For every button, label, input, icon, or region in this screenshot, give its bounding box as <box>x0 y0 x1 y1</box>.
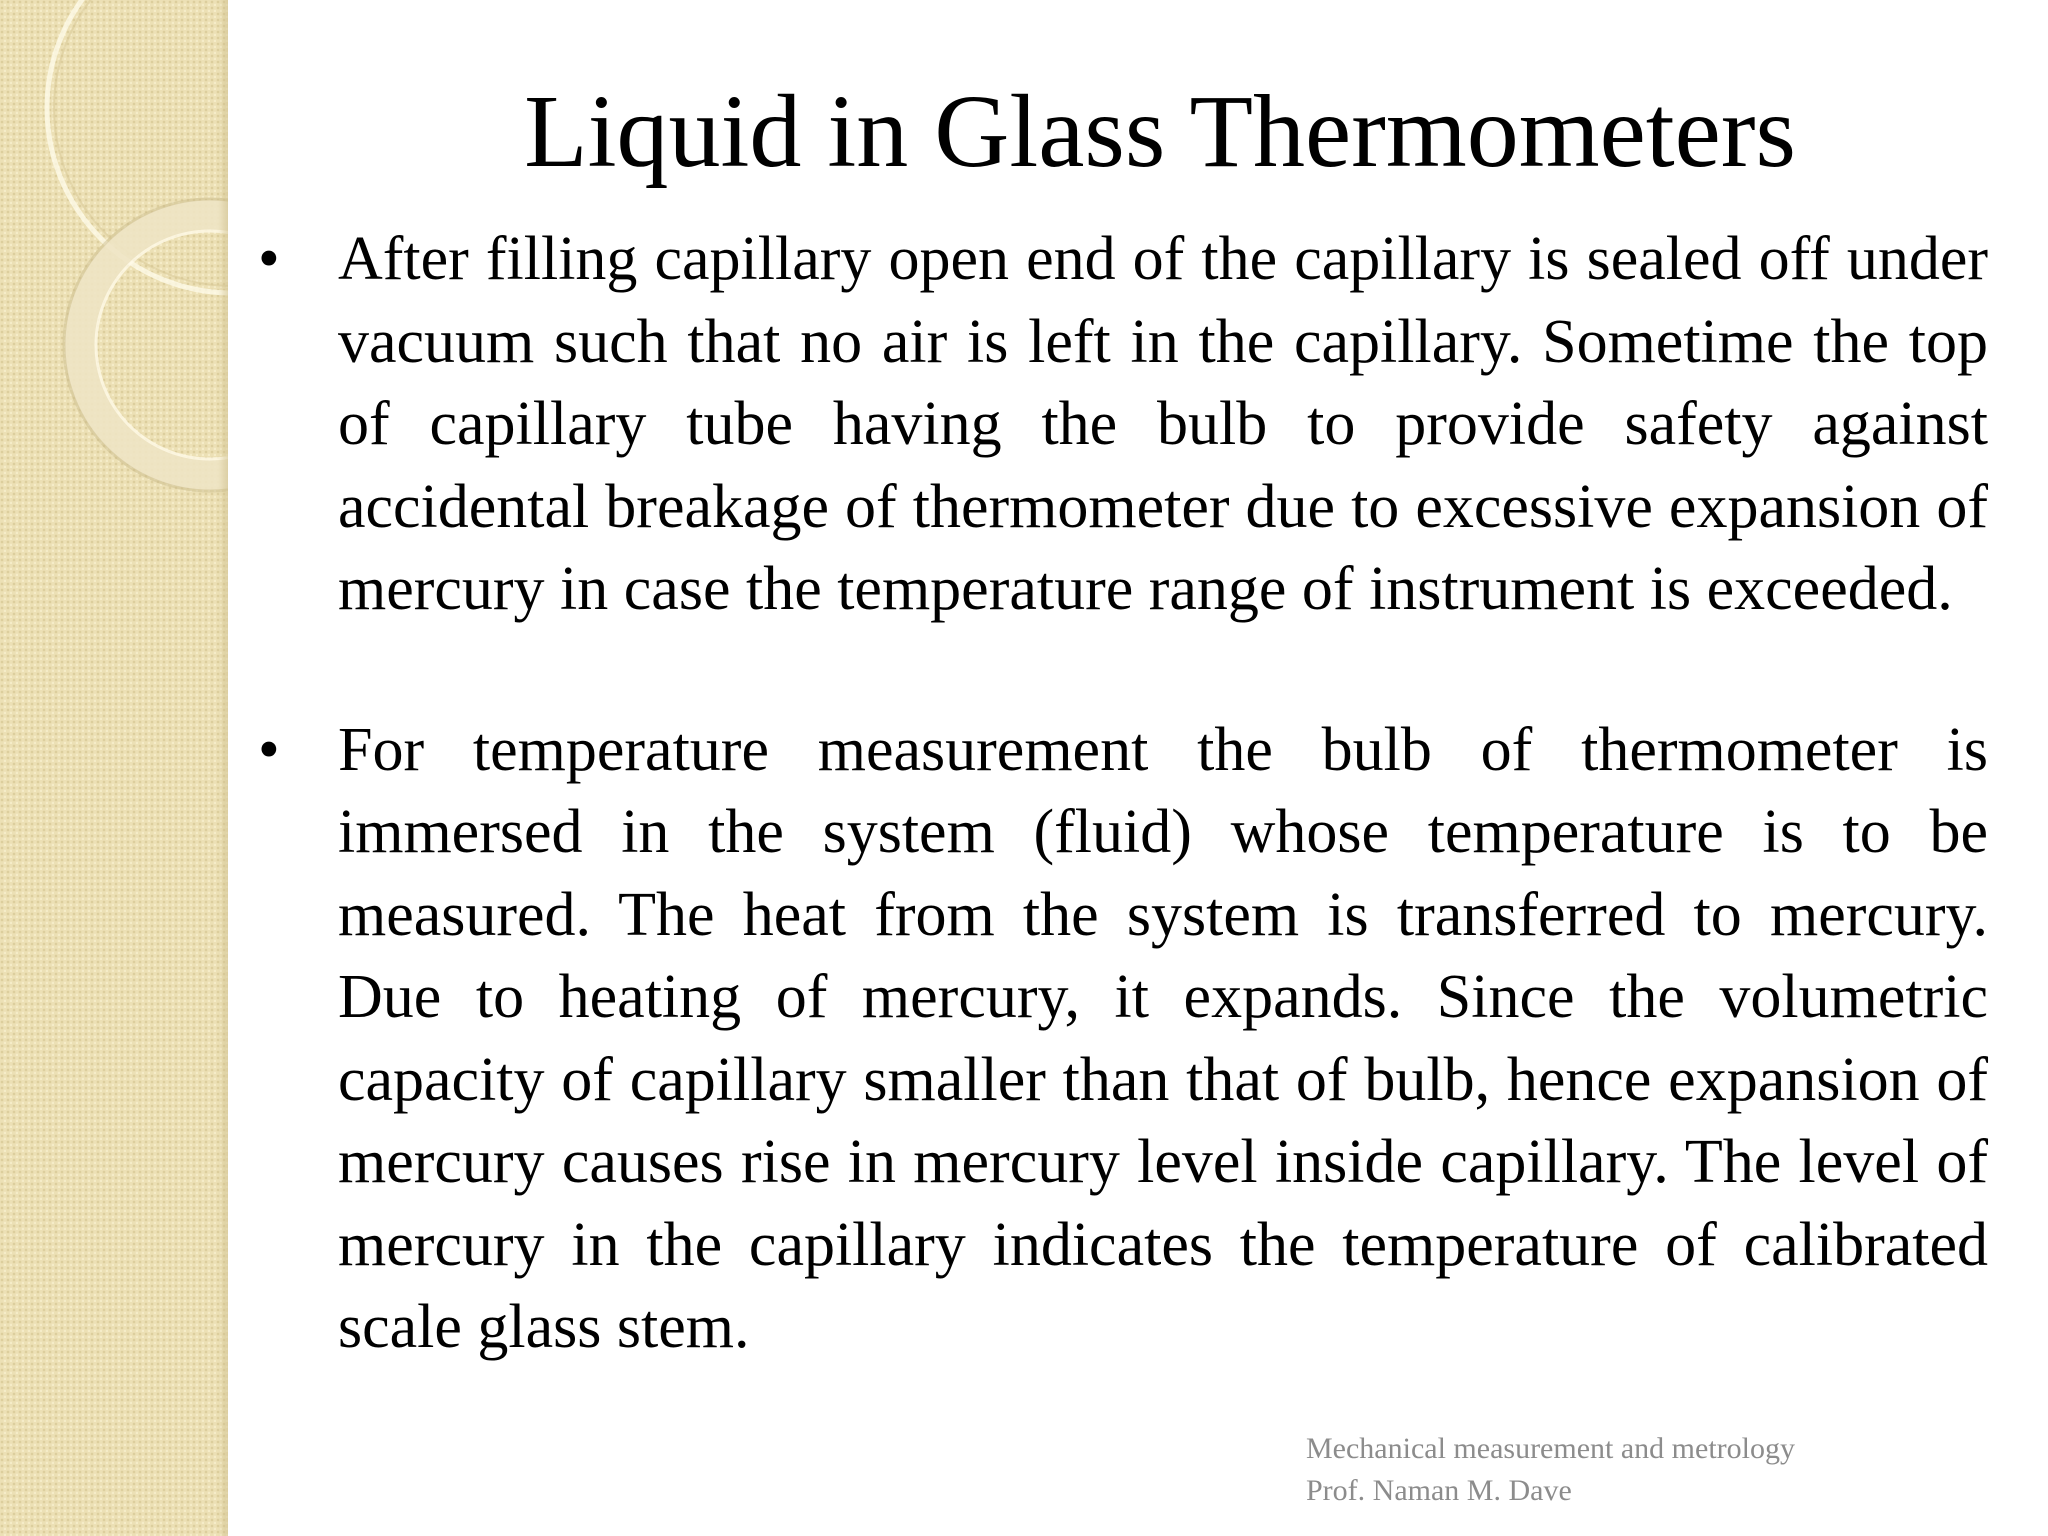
bullet-marker: • <box>258 715 280 784</box>
bullet-text: After filling capillary open end of the capillary is sealed off under vacuum such that no air is left in the capillary. Sometime the top of capillary tube having the bulb to provide safety against accidental breakage of thermometer due to excessive expansion of mercury in case the temperature range of instrument is exceeded. <box>338 225 1988 623</box>
bullet-list <box>258 218 1988 1369</box>
footer-course: Mechanical measurement and metrology <box>1306 1432 1795 1465</box>
bullet-marker: • <box>258 225 280 293</box>
bullet-item <box>258 218 1988 631</box>
decorative-rings <box>0 0 228 520</box>
bullet-item <box>258 709 1988 1369</box>
decorative-side-band <box>0 0 228 1536</box>
slide-footer <box>1306 1428 1795 1512</box>
slide-title: Liquid in Glass Thermometers <box>524 74 1796 189</box>
footer-author: Prof. Naman M. Dave <box>1306 1474 1572 1507</box>
bullet-text: For temperature measurement the bulb of thermometer is immersed in the system (fluid) whose temperature is to be measured. The heat from the system is transferred to mercury. Due to heating of mercury, it expands. Since the volumetric capacity of capillary smaller than that of bulb, hence expansion of mercury causes rise in mercury level inside capillary. The level of mercury in the capillary indicates the temperature of calibrated scale glass stem. <box>338 715 1988 1361</box>
